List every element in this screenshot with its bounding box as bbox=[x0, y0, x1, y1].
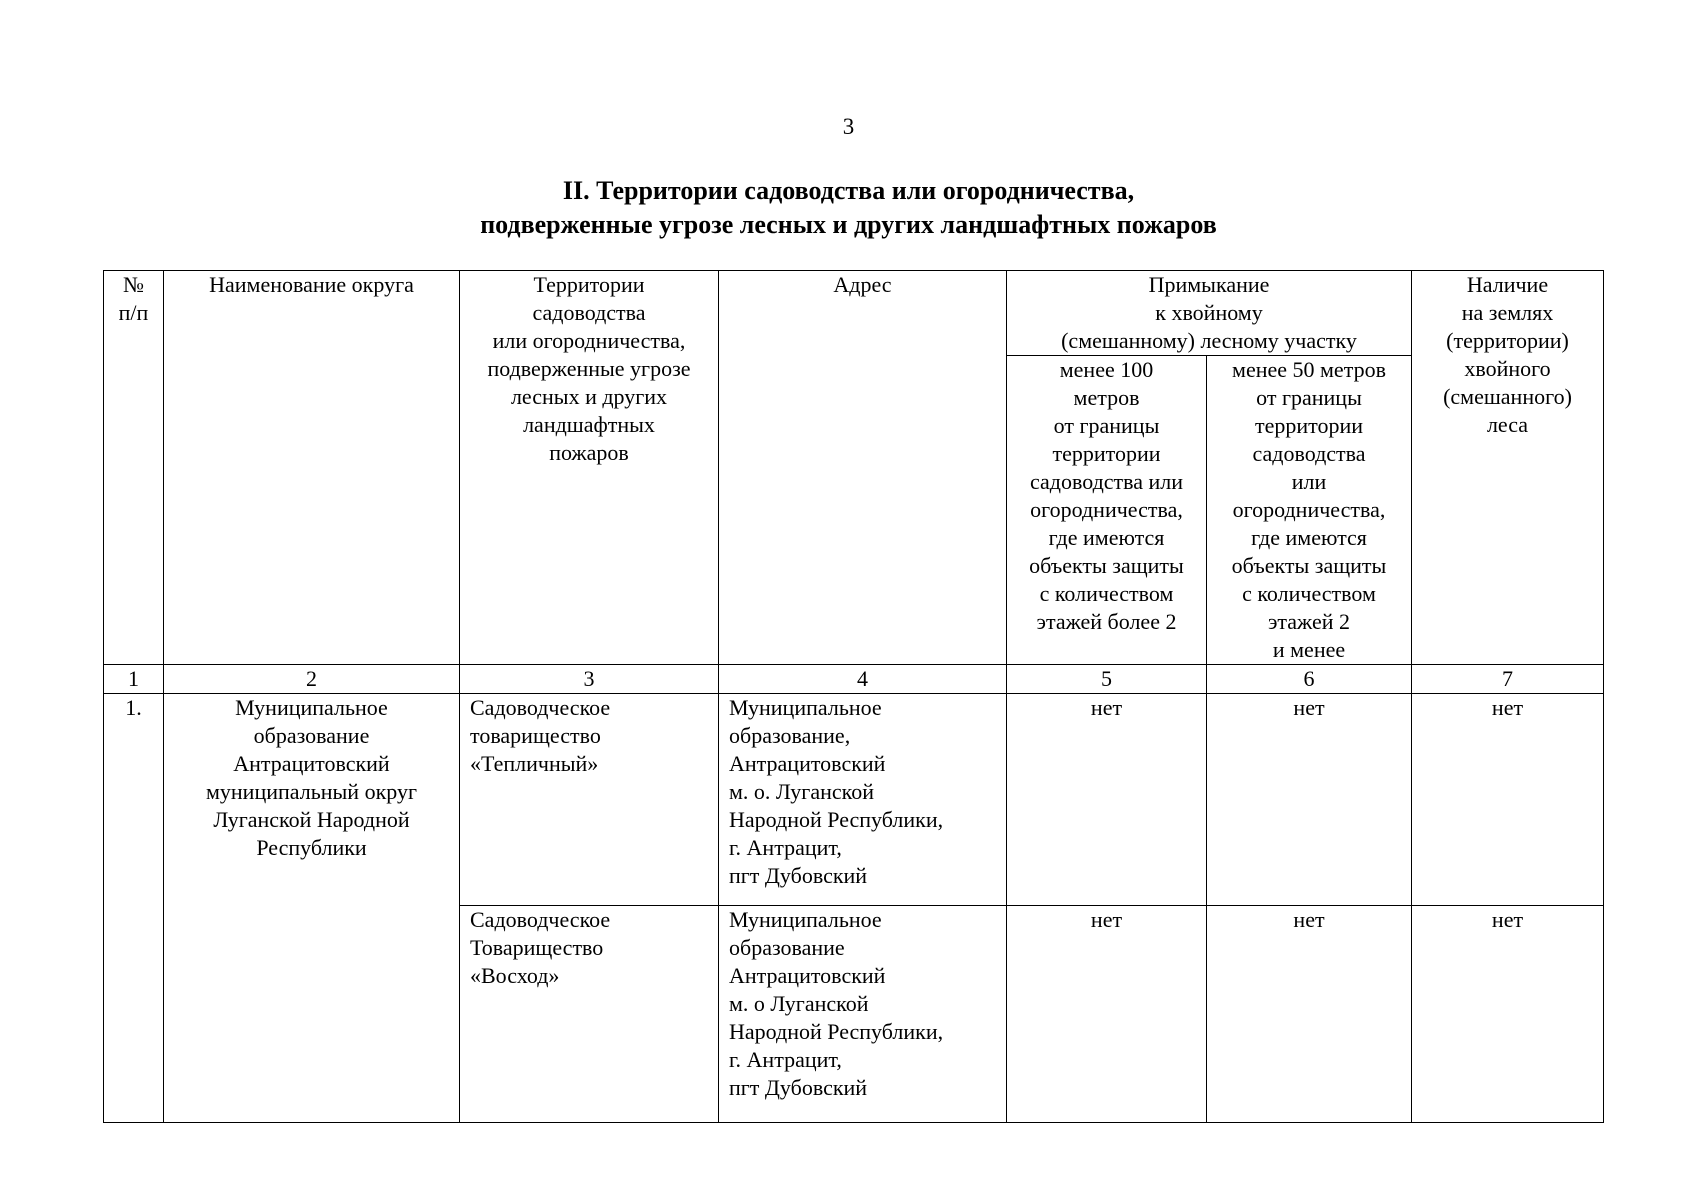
header-conifer: Наличие на землях (территории) хвойного (смешанного) леса bbox=[1412, 271, 1604, 665]
adjacency-100m-value: нет bbox=[1007, 906, 1207, 1123]
adjacency-100m-value: нет bbox=[1007, 694, 1207, 906]
title-line-1: II. Территории садоводства или огородничества, bbox=[562, 176, 1135, 205]
header-adjacency-50m: менее 50 метров от границы территории садоводства или огородничества, где имеются объекты защиты с количеством этажей 2 и менее bbox=[1207, 356, 1412, 665]
adjacency-50m-value: нет bbox=[1207, 694, 1412, 906]
table-row bbox=[104, 694, 1604, 906]
conifer-value: нет bbox=[1412, 694, 1604, 906]
entry-number: 1. bbox=[104, 694, 164, 1123]
title-line-2: подверженные угрозе лесных и других ландшафтных пожаров bbox=[480, 210, 1217, 239]
territory-address: Муниципальное образование Антрацитовский м. о Луганской Народной Республики, г. Антрацит, пгт Дубовский bbox=[719, 906, 1007, 1123]
column-number: 5 bbox=[1007, 665, 1207, 694]
territory-name: Садоводческое товарищество «Тепличный» bbox=[460, 694, 719, 906]
column-number-row bbox=[104, 665, 1604, 694]
header-adjacency-100m: менее 100 метров от границы территории садоводства или огородничества, где имеются объекты защиты с количеством этажей более 2 bbox=[1007, 356, 1207, 665]
page-number: 3 bbox=[842, 114, 855, 139]
header-adjacency: Примыкание к хвойному (смешанному) лесному участку bbox=[1007, 271, 1412, 356]
entry-district: Муниципальное образование Антрацитовский муниципальный округ Луганской Народной Республики bbox=[164, 694, 460, 1123]
column-number: 7 bbox=[1412, 665, 1604, 694]
territories-table bbox=[103, 270, 1604, 1123]
header-row-1 bbox=[104, 271, 1604, 356]
page-title bbox=[0, 174, 1697, 242]
header-num: № п/п bbox=[104, 271, 164, 665]
territory-address: Муниципальное образование, Антрацитовский м. о. Луганской Народной Республики, г. Антрацит, пгт Дубовский bbox=[719, 694, 1007, 906]
conifer-value: нет bbox=[1412, 906, 1604, 1123]
column-number: 2 bbox=[164, 665, 460, 694]
header-address: Адрес bbox=[719, 271, 1007, 665]
header-territory: Территории садоводства или огородничества, подверженные угрозе лесных и других ландшафтных пожаров bbox=[460, 271, 719, 665]
column-number: 6 bbox=[1207, 665, 1412, 694]
header-district: Наименование округа bbox=[164, 271, 460, 665]
column-number: 3 bbox=[460, 665, 719, 694]
territory-name: Садоводческое Товарищество «Восход» bbox=[460, 906, 719, 1123]
column-number: 4 bbox=[719, 665, 1007, 694]
column-number: 1 bbox=[104, 665, 164, 694]
adjacency-50m-value: нет bbox=[1207, 906, 1412, 1123]
